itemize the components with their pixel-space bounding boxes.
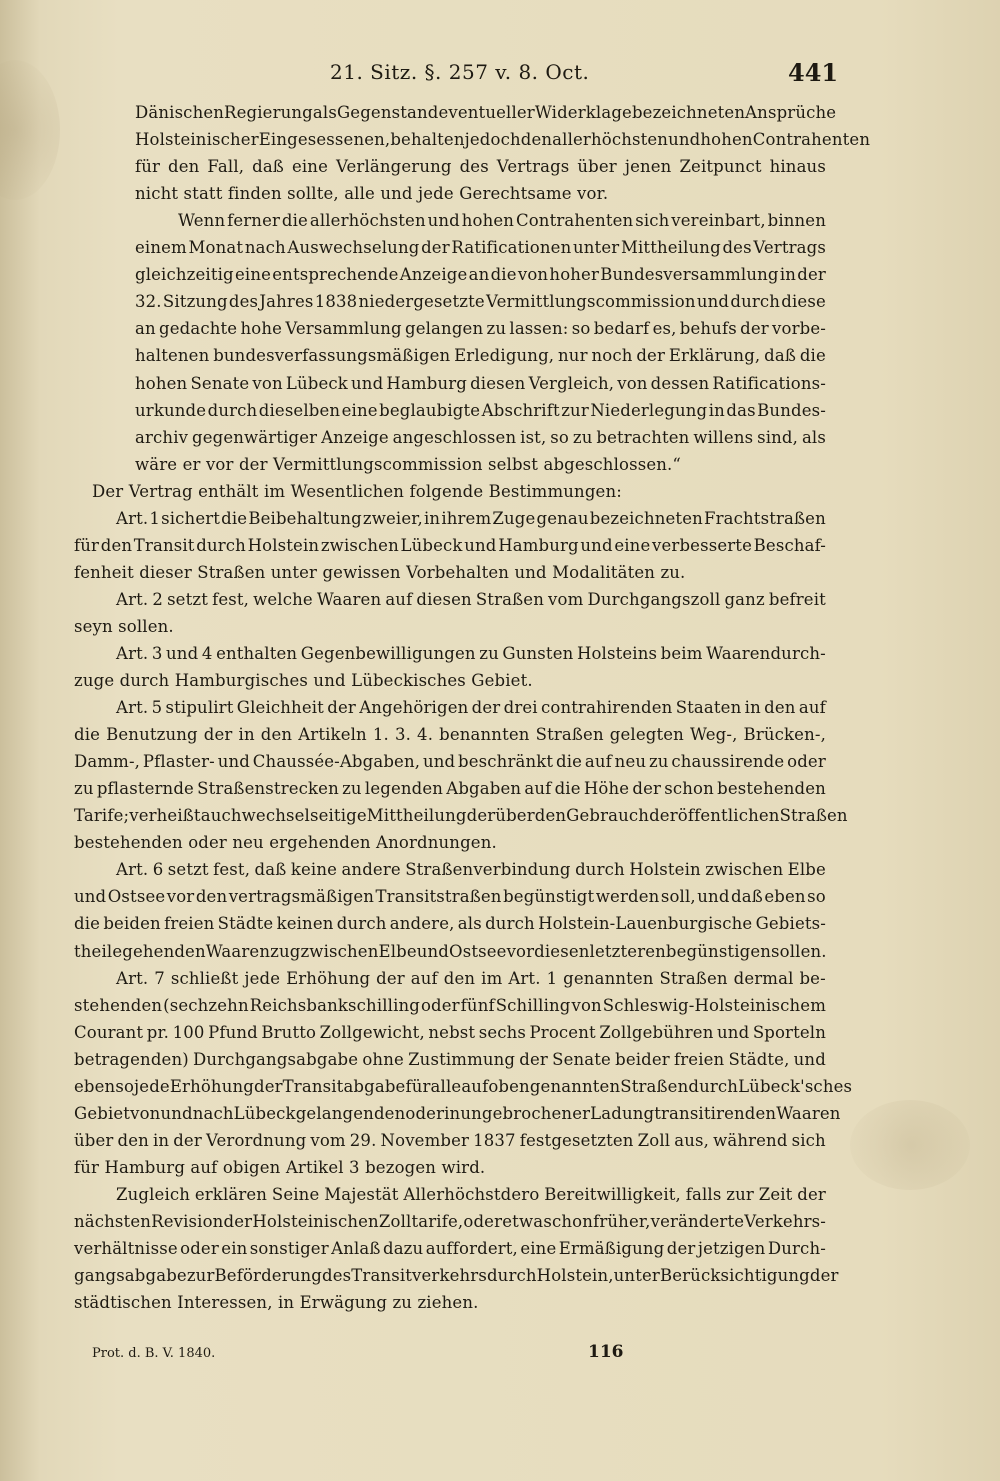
text-line: 32. Sitzung des Jahres 1838 niedergesetzte Vermittlungscommission und durch diese [135, 292, 826, 311]
text-line: Art. 3 und 4 enthalten Gegenbewilligungen zu Gunsten Holsteins beim Waarendurch- [116, 644, 826, 663]
text-line: Holsteinischer Eingesessenen, behalten jedoch den allerhöchsten und hohen Contrahenten [135, 130, 871, 149]
text-line: Tarife; verheißt auch wechselseitige Mittheilung der über den Gebrauch der öffentlichen Straßen [74, 806, 848, 825]
text-line: stehenden (sechzehn Reichsbankschilling oder fünf Schilling von Schleswig-Holsteinischem [74, 996, 826, 1015]
text-line: Dänischen Regierung als Gegenstand eventueller Widerklage bezeichneten Ansprüche [135, 103, 837, 122]
text-line: zuge durch Hamburgisches und Lübeckisches Gebiet. [74, 671, 533, 690]
running-head: 21. Sitz. §. 257 v. 8. Oct. [330, 60, 590, 84]
text-line: Gebiet von und nach Lübeck gelangenden oder in ungebrochener Ladung transitirenden Waaren [74, 1104, 841, 1123]
text-line: eben so jede Erhöhung der Transitabgabe für alle auf obengenannten Straßen durch Lübeck'sches [74, 1077, 853, 1096]
text-line: die Benutzung der in den Artikeln 1. 3. 4. benannten Straßen gelegten Weg-, Brücken-, [74, 725, 826, 744]
text-line: und Ostsee vor den vertragsmäßigen Transitstraßen begünstigt werden soll, und daß eben so [74, 887, 826, 906]
text-line: archiv gegenwärtiger Anzeige angeschlossen ist, so zu betrachten willens sind, als [135, 428, 826, 447]
text-line: Art. 6 setzt fest, daß keine andere Straßenverbindung durch Holstein zwischen Elbe [116, 860, 826, 879]
text-line: bestehenden oder neu ergehenden Anordnungen. [74, 833, 497, 852]
text-line: Damm-, Pflaster- und Chaussée-Abgaben, und beschränkt die auf neu zu chaussirende oder [74, 752, 826, 771]
text-line: haltenen bundesverfassungsmäßigen Erledigung, nur noch der Erklärung, daß die [135, 346, 826, 365]
sheet-signature: 116 [588, 1342, 624, 1362]
text-line: Art. 1 sichert die Beibehaltung zweier, in ihrem Zuge genau bezeichneten Frachtstraßen [116, 509, 826, 528]
text-line: Wenn ferner die allerhöchsten und hohen Contrahenten sich vereinbart, binnen [178, 211, 826, 230]
text-line: theile gehenden Waarenzug zwischen Elbe und Ostsee vor diesen letzteren begünstigen sollen. [74, 942, 827, 961]
text-line: urkunde durch dieselben eine beglaubigte Abschrift zur Niederlegung in das Bundes- [135, 401, 826, 420]
text-line: nicht statt finden sollte, alle und jede Gerechtsame vor. [135, 184, 609, 203]
text-line: Der Vertrag enthält im Wesentlichen folgende Bestimmungen: [92, 482, 622, 501]
text-line: zu pflasternde Straßenstrecken zu legenden Abgaben auf die Höhe der schon bestehenden [74, 779, 826, 798]
text-line: verhältnisse oder ein sonstiger Anlaß dazu auffordert, eine Ermäßigung der jetzigen Durch- [74, 1239, 826, 1258]
text-line: fenheit dieser Straßen unter gewissen Vorbehalten und Modalitäten zu. [74, 563, 686, 582]
text-line: für den Fall, daß eine Verlängerung des Vertrags über jenen Zeitpunct hinaus [135, 157, 826, 176]
text-line: Zugleich erklären Seine Majestät Allerhöchstdero Bereitwilligkeit, falls zur Zeit der [116, 1185, 826, 1204]
paper-stain [850, 1100, 970, 1190]
text-line: die beiden freien Städte keinen durch andere, als durch Holstein-Lauenburgische Gebiets- [74, 914, 826, 933]
text-line: für Hamburg auf obigen Artikel 3 bezogen wird. [74, 1158, 486, 1177]
text-line: betragenden) Durchgangsabgabe ohne Zustimmung der Senate beider freien Städte, und [74, 1050, 826, 1069]
text-line: über den in der Verordnung vom 29. November 1837 festgesetzten Zoll aus, während sich [74, 1131, 826, 1150]
text-line: gangsabgabe zur Beförderung des Transitverkehrs durch Holstein, unter Berücksichtigung der [74, 1266, 839, 1285]
text-line: an gedachte hohe Versammlung gelangen zu lassen: so bedarf es, behufs der vorbe- [135, 319, 826, 338]
text-line: gleichzeitig eine entsprechende Anzeige an die von hoher Bundesversammlung in der [135, 265, 826, 284]
text-line: für den Transit durch Holstein zwischen Lübeck und Hamburg und eine verbesserte Beschaf- [74, 536, 826, 555]
page-header [0, 58, 1000, 94]
footer-publication: Prot. d. B. V. 1840. [92, 1346, 216, 1361]
text-line: wäre er vor der Vermittlungscommission selbst abgeschlossen.“ [135, 455, 682, 474]
page-footer [0, 1342, 1000, 1372]
text-line: Courant pr. 100 Pfund Brutto Zollgewicht, nebst sechs Procent Zollgebühren und Sporteln [74, 1023, 826, 1042]
text-line: Art. 7 schließt jede Erhöhung der auf den im Art. 1 genannten Straßen dermal be- [116, 969, 826, 988]
text-line: Art. 2 setzt fest, welche Waaren auf diesen Straßen vom Durchgangszoll ganz befreit [116, 590, 826, 609]
text-line: hohen Senate von Lübeck und Hamburg diesen Vergleich, von dessen Ratifications- [135, 374, 826, 393]
text-line: nächsten Revision der Holsteinischen Zolltarife, oder etwa schon früher, veränderte Verkehrs- [74, 1212, 826, 1231]
text-line: Art. 5 stipulirt Gleichheit der Angehörigen der drei contrahirenden Staaten in den auf [116, 698, 826, 717]
text-line: städtischen Interessen, in Erwägung zu ziehen. [74, 1293, 479, 1312]
text-line: einem Monat nach Auswechselung der Ratificationen unter Mittheilung des Vertrags [135, 238, 826, 257]
page-number: 441 [788, 58, 839, 87]
text-line: seyn sollen. [74, 617, 174, 636]
